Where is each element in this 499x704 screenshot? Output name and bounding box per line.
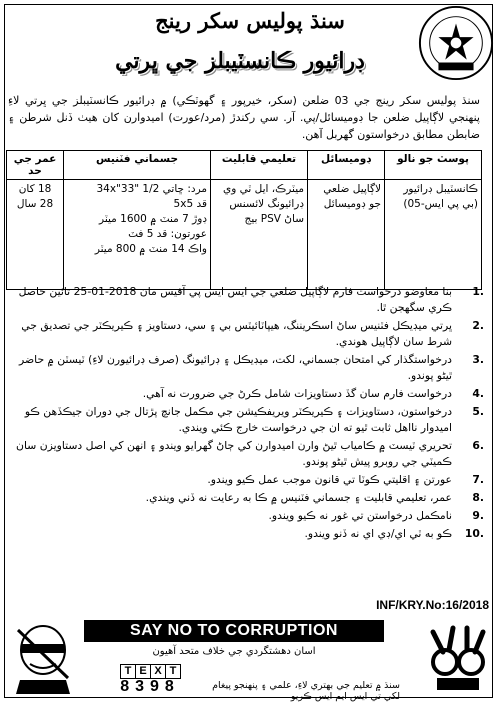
list-item <box>6 404 484 436</box>
item-number: 2. <box>472 319 484 332</box>
item-text: درخواستون، دستاويزات ۽ ڪيريڪٽر ويريفڪيشن جي مڪمل جانچ پڙتال جي دوران جيڪڏهن ڪو اميدوار نااهل ثابت ٿيو ته ان جي درخواست خارج ڪئي ويندي. <box>24 405 452 434</box>
item-number: 7. <box>472 473 484 486</box>
age-line: 28 سال <box>16 198 54 210</box>
list-item <box>6 352 484 384</box>
page-title-range: سنڌ پوليس سکر رينج <box>155 8 345 33</box>
sindh-police-logo-icon <box>417 4 495 82</box>
header-fitness: جسماني فٽنيس <box>64 151 211 180</box>
fitness-line: عورتون: قد 5 فٽ <box>128 228 207 240</box>
anti-corruption-mascot-icon <box>8 620 78 694</box>
item-text: بنا معاوضو درخواست فارم لاڳاپيل ضلعي جي ايس ايس پي آفيس مان 2018-01-25 تائين حاصل ڪري سگهجن ٿا. <box>18 285 452 314</box>
list-item <box>6 526 484 542</box>
fitness-line: مرد: ڇاتي 1/2 "34x"33 <box>96 183 207 195</box>
list-item <box>6 284 484 316</box>
item-text: تحريري ٽيسٽ ۾ ڪامياب ٿيڻ وارن اميدوارن کي ڄاڻ گهرايو ويندو ۽ انهن کي اصل دستاويزن سان ڪميٽي جي روبرو پيش ٿيڻو پوندو. <box>16 439 452 468</box>
item-text: درخواست فارم سان گڏ دستاويزات شامل ڪرڻ جي ضرورت نه آهي. <box>142 387 452 400</box>
cell-age <box>7 180 64 290</box>
page-title-recruitment: ڊرائيور ڪانسٽيبلز جي ڀرتي <box>115 48 365 74</box>
handcuffed-hands-icon <box>423 622 493 694</box>
unity-slogan: اسان دهشتگردي جي خلاف متحد آهيون <box>152 646 316 657</box>
table-row <box>7 180 482 290</box>
item-text: عمر، تعليمي قابليت ۽ جسماني فٽنيس ۾ ڪا به رعايت نه ڏني ويندي. <box>145 491 452 504</box>
item-number: 8. <box>472 491 484 504</box>
item-number: 4. <box>472 387 484 400</box>
item-text: ڪو به ٽي اي/ڊي اي نه ڏنو ويندو. <box>304 527 452 540</box>
header-age-limit: عمر جي حد <box>7 151 64 180</box>
item-number: 1. <box>472 285 484 298</box>
item-number: 6. <box>472 439 484 452</box>
cell-education: ميٽرڪ، ايل ٽي وي ڊرائيونگ لائسنس ساڻ PSV بيج <box>211 180 308 290</box>
list-item <box>6 508 484 524</box>
sms-text-box <box>100 664 200 694</box>
cell-domicile: لاڳاپيل ضلعي جو ڊوميسائل <box>308 180 385 290</box>
text-label: T E X T <box>100 664 200 679</box>
fitness-line: قد 5x5 <box>173 198 207 210</box>
item-text: نامڪمل درخواستن تي غور نه ڪيو ويندو. <box>268 509 452 522</box>
fitness-line: ڊوڙ 7 منٽ ۾ 1600 ميٽر <box>99 213 207 225</box>
fitness-line: واڪ 14 منٽ ۾ 800 ميٽر <box>94 243 207 255</box>
age-line: 18 کان <box>18 183 52 195</box>
anti-corruption-banner: SAY NO TO CORRUPTION <box>84 620 384 642</box>
item-text: درخواستگذار کي امتحان جسماني، لکت، ميڊيڪل ۽ ڊرائيونگ (صرف ڊرائيورن لاءِ) ٽيسٽن ۾ حاضر ٿيڻو پوندو. <box>19 353 452 382</box>
post-details-table <box>6 150 482 290</box>
list-item <box>6 318 484 350</box>
item-number: 9. <box>472 509 484 522</box>
table-header-row <box>7 151 482 180</box>
list-item <box>6 490 484 506</box>
list-item <box>6 386 484 402</box>
list-item <box>6 472 484 488</box>
reference-number: INF/KRY.No:16/2018 <box>376 598 489 612</box>
item-text: ڀرتي ميڊيڪل فٽنيس ساڻ اسڪريننگ، هيپاٽائيٽس بي ۽ سي، دستاويز ۽ ڪيريڪٽر جي تصديق جي شرط سان لاڳاپيل هوندي. <box>21 319 452 348</box>
cell-post: ڪانسٽيبل ڊرائيور (بي پي ايس-05) <box>385 180 482 290</box>
item-number: 10. <box>464 527 484 540</box>
list-item <box>6 438 484 470</box>
header-domicile: ڊوميسائل <box>308 151 385 180</box>
sms-short-code: 8398 <box>120 678 180 695</box>
header-education: تعليمي قابليت <box>211 151 308 180</box>
cell-fitness <box>64 180 211 290</box>
item-number: 3. <box>472 353 484 366</box>
item-number: 5. <box>472 405 484 418</box>
intro-paragraph: سنڌ پوليس سکر رينج جي 03 ضلعن (سکر، خيرپور ۽ گھوٽڪي) ۾ ڊرائيور ڪانسٽيبلز جي ڀرتي لاءِ پنهنجي لاڳاپيل ضلعن جا ڊوميسائل/پي. آر. سي رکندڙ (مرد/عورت) اميدوارن کان هيٺ ڏنل شرطن ۽ ضابطن مطابق درخواستون گهربل آهن. <box>8 94 480 141</box>
item-text: عورتن ۽ اقليتي ڪوٽا تي قانون موجب عمل ڪيو ويندو. <box>207 473 452 486</box>
sms-instructions: سنڌ ۾ تعليم جي بهتري لاءِ، علمي ۽ پنهنجو پيغام لکي تي ايس ايم ايس ڪريو <box>212 680 400 702</box>
terms-list <box>6 284 484 544</box>
header-post-name: پوسٽ جو نالو <box>385 151 482 180</box>
